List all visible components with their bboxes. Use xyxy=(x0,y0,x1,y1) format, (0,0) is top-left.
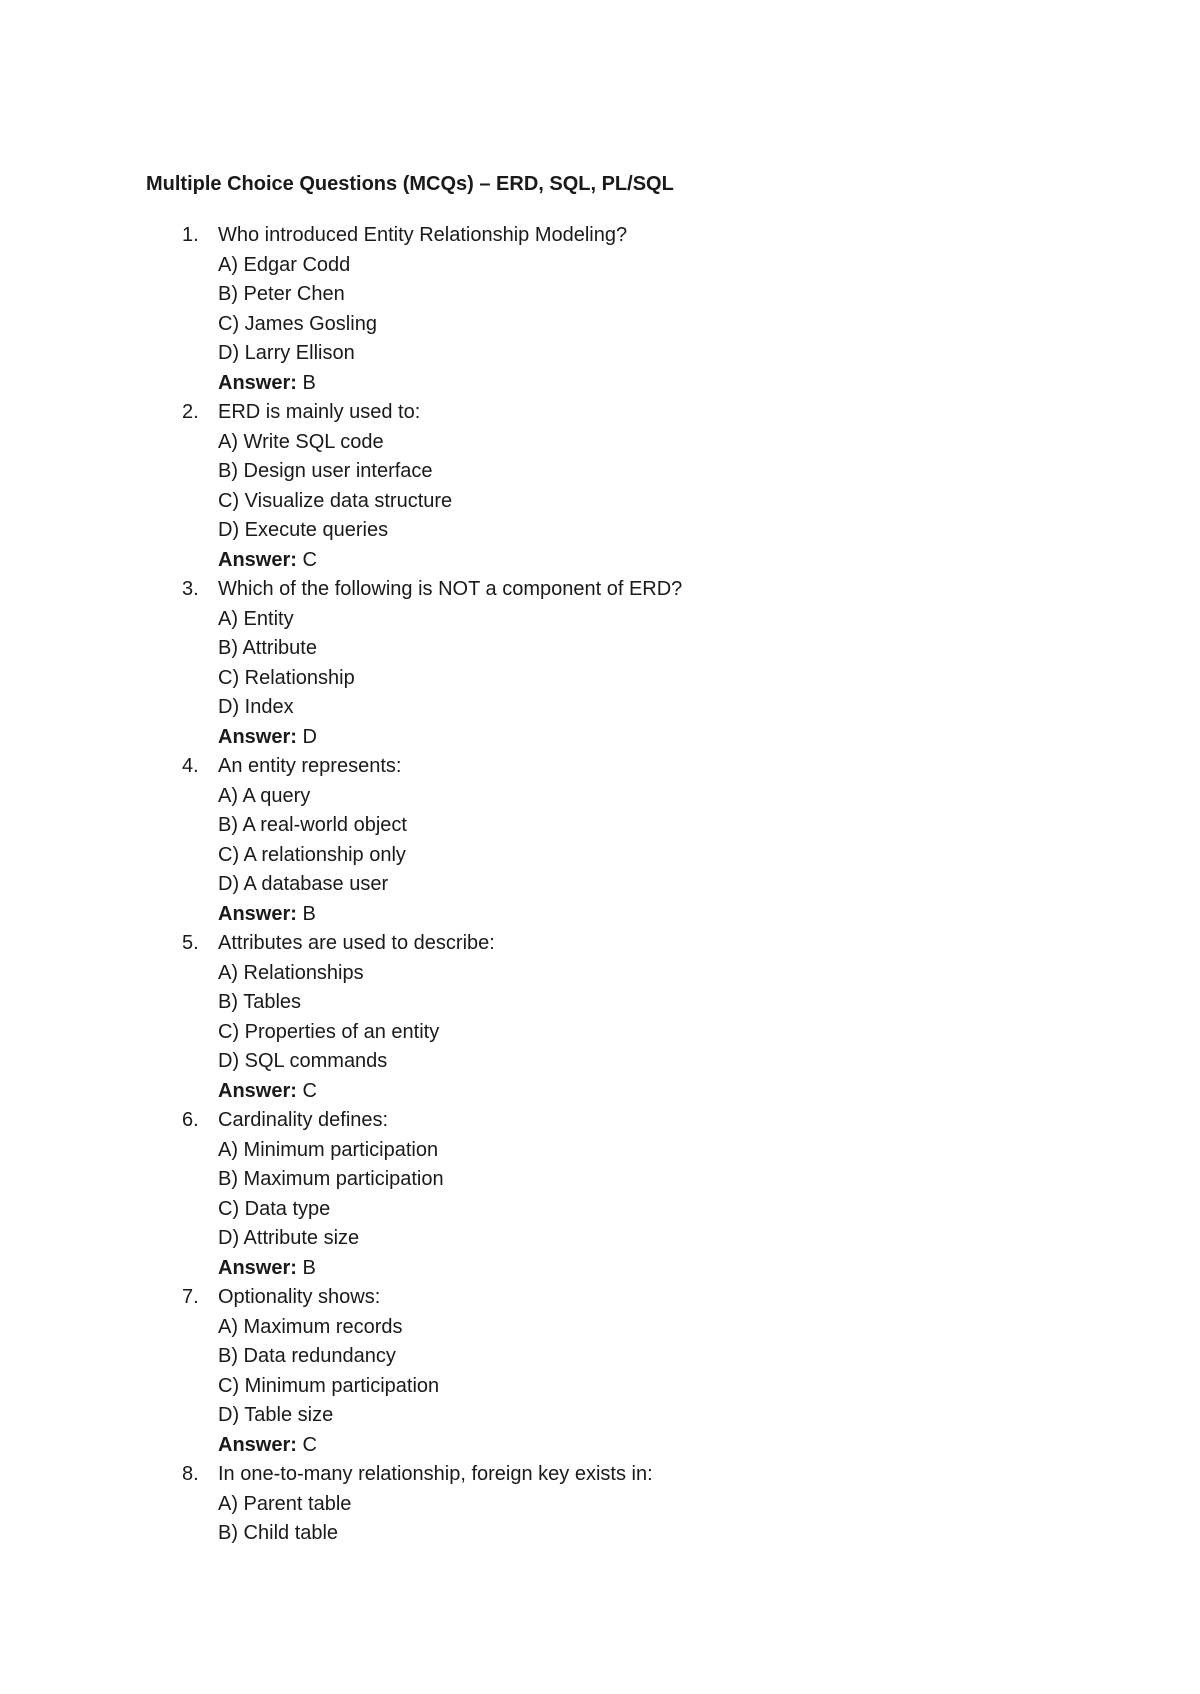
question-number: 2. xyxy=(182,401,199,423)
answer-line xyxy=(146,369,682,399)
answer-value: D xyxy=(302,725,317,748)
question-item-6 xyxy=(146,1106,682,1283)
option-c: C) Minimum participation xyxy=(218,1374,440,1397)
option-b: B) Peter Chen xyxy=(218,283,345,305)
question-text-label: Attributes are used to describe: xyxy=(218,932,495,954)
question-number: 6. xyxy=(182,1109,199,1131)
question-item-4 xyxy=(146,752,682,929)
question-item-5 xyxy=(146,929,682,1106)
option-b: B) Child table xyxy=(218,1522,339,1544)
answer-value: B xyxy=(302,902,316,925)
option-b: B) Tables xyxy=(218,991,302,1013)
option-d: D) Attribute size xyxy=(218,1227,360,1249)
option-c: C) Relationship xyxy=(218,666,355,689)
answer-line xyxy=(146,1431,682,1461)
question-text xyxy=(146,1283,682,1313)
option-a: A) Write SQL code xyxy=(218,430,384,453)
option-c: C) James Gosling xyxy=(218,312,377,335)
answer-label: Answer: xyxy=(218,725,297,748)
option-b: B) A real-world object xyxy=(218,814,407,836)
question-number: 8. xyxy=(182,1463,199,1485)
question-text xyxy=(146,929,682,959)
question-text xyxy=(146,1106,682,1136)
option-c: C) Data type xyxy=(218,1197,331,1220)
question-number: 3. xyxy=(182,578,199,600)
option-a: A) Minimum participation xyxy=(218,1138,439,1161)
option-c: C) Properties of an entity xyxy=(218,1020,440,1043)
option-d: D) Index xyxy=(218,696,294,718)
question-list xyxy=(146,221,682,1549)
option-b: B) Attribute xyxy=(218,637,317,659)
option-a: A) Maximum records xyxy=(218,1315,403,1338)
answer-line xyxy=(146,723,682,753)
option-a: A) Entity xyxy=(218,607,294,630)
question-text-label: Optionality shows: xyxy=(218,1286,381,1308)
question-item-3 xyxy=(146,575,682,752)
answer-value: C xyxy=(302,548,317,571)
question-text-label: An entity represents: xyxy=(218,755,402,777)
question-number: 5. xyxy=(182,932,199,954)
answer-line xyxy=(146,1254,682,1284)
question-number: 7. xyxy=(182,1286,199,1308)
option-c: C) A relationship only xyxy=(218,843,406,866)
answer-label: Answer: xyxy=(218,1433,297,1456)
answer-label: Answer: xyxy=(218,371,297,394)
question-text xyxy=(146,398,682,428)
question-number: 1. xyxy=(182,224,199,246)
page-title: Multiple Choice Questions (MCQs) – ERD, SQL, PL/SQL xyxy=(146,173,674,195)
question-text xyxy=(146,221,682,251)
question-text xyxy=(146,575,682,605)
question-text-label: In one-to-many relationship, foreign key exists in: xyxy=(218,1463,653,1485)
question-text xyxy=(146,752,682,782)
option-d: D) A database user xyxy=(218,873,389,895)
option-a: A) Parent table xyxy=(218,1492,352,1515)
option-d: D) Table size xyxy=(218,1404,334,1426)
answer-label: Answer: xyxy=(218,1079,297,1102)
answer-value: C xyxy=(302,1433,317,1456)
option-c: C) Visualize data structure xyxy=(218,489,453,512)
answer-line xyxy=(146,900,682,930)
question-text-label: Who introduced Entity Relationship Modeling? xyxy=(218,224,628,246)
answer-label: Answer: xyxy=(218,548,297,571)
answer-label: Answer: xyxy=(218,902,297,925)
question-text xyxy=(146,1460,682,1490)
question-text-label: Cardinality defines: xyxy=(218,1109,389,1131)
answer-value: B xyxy=(302,1256,316,1279)
option-d: D) SQL commands xyxy=(218,1050,388,1072)
question-item-1 xyxy=(146,221,682,398)
answer-value: C xyxy=(302,1079,317,1102)
question-item-7 xyxy=(146,1283,682,1460)
option-d: D) Execute queries xyxy=(218,519,389,541)
option-d: D) Larry Ellison xyxy=(218,342,355,364)
option-a: A) A query xyxy=(218,784,311,807)
option-a: A) Edgar Codd xyxy=(218,253,351,276)
option-b: B) Maximum participation xyxy=(218,1168,444,1190)
option-a: A) Relationships xyxy=(218,961,364,984)
answer-line xyxy=(146,1077,682,1107)
question-item-2 xyxy=(146,398,682,575)
answer-line xyxy=(146,546,682,576)
question-number: 4. xyxy=(182,755,199,777)
answer-value: B xyxy=(302,371,316,394)
question-item-8 xyxy=(146,1460,682,1549)
answer-label: Answer: xyxy=(218,1256,297,1279)
option-b: B) Data redundancy xyxy=(218,1345,396,1367)
question-text-label: Which of the following is NOT a component of ERD? xyxy=(218,578,683,600)
option-b: B) Design user interface xyxy=(218,460,433,482)
question-text-label: ERD is mainly used to: xyxy=(218,401,421,423)
